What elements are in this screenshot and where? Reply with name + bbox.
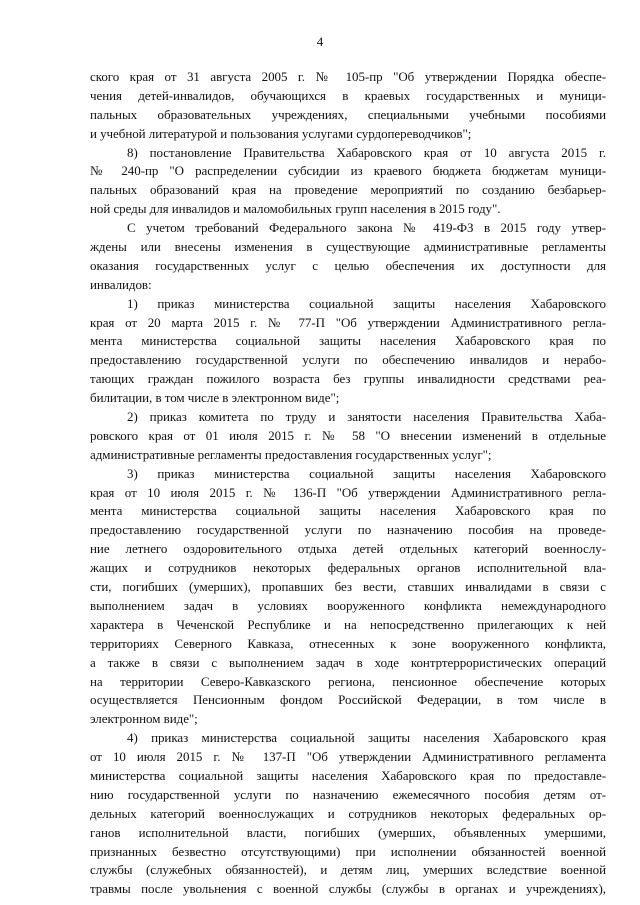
text-line: предоставлению государственной услуги по обеспечению инвалидов и нерабо- <box>90 352 606 368</box>
paragraph-first-line: 4) приказ министерства социальной защиты населения Хабаровского края <box>127 730 606 746</box>
text-line: мента министерства социальной защиты населения Хабаровского края по <box>90 333 606 349</box>
text-line: № 240-пр "О распределении субсидии из краевого бюджета бюджетам муници- <box>90 163 606 179</box>
text-line: мента министерства социальной защиты населения Хабаровского края по <box>90 503 606 519</box>
paragraph-first-line: С учетом требований Федерального закона № 419-ФЗ в 2015 году утвер- <box>127 220 606 236</box>
text-line: травмы после увольнения с военной службы (службы в органах и учреждениях), <box>90 881 606 897</box>
paragraph-first-line: 8) постановление Правительства Хабаровского края от 10 августа 2015 г. <box>127 144 606 160</box>
text-line: министерства социальной защиты населения Хабаровского края по предоставле- <box>90 767 606 783</box>
text-line: сти, погибших (умерших), пропавших без вести, ставших инвалидами в связи с <box>90 579 606 595</box>
text-line: территориях Северного Кавказа, отнесенных к зоне вооруженного конфликта, <box>90 635 606 651</box>
text-line: ровского края от 01 июля 2015 г. № 58 "О внесении изменений в отдельные <box>90 427 606 443</box>
text-line: признанных безвестно отсутствующими) при исполнении обязанностей военной <box>90 843 606 859</box>
text-line: предоставлению государственной услуги по назначению пособия на проведе- <box>90 522 606 538</box>
text-line: от 10 июля 2015 г. № 137-П "Об утверждении Административного регламента <box>90 749 606 765</box>
text-line: административные регламенты предоставления государственных услуг"; <box>90 446 492 462</box>
page-number: 4 <box>316 34 324 49</box>
text-line: пальных образований края на проведение мероприятий по созданию безбарьер- <box>90 182 606 198</box>
text-line: пальных образовательных учреждениях, специальными учебными пособиями <box>90 106 606 122</box>
text-line: оказания государственных услуг с целью обеспечения их доступности для <box>90 257 606 273</box>
text-line: чения детей-инвалидов, обучающихся в краевых государственных и муници- <box>90 87 606 103</box>
text-line: ние летнего оздоровительного отдыха детей отдельных категорий военнослу- <box>90 541 606 557</box>
text-line: края от 10 июля 2015 г. № 136-П "Об утверждении Административного регла- <box>90 484 606 500</box>
document-body <box>90 68 606 899</box>
text-line: электронном виде"; <box>90 711 198 727</box>
text-line: а также в связи с выполнением задач в ходе контртеррористических операций <box>90 654 606 670</box>
text-line: нию государственной услуги по назначению ежемесячного пособия детям от- <box>90 786 606 802</box>
text-line: ского края от 31 августа 2005 г. № 105-пр "Об утверждении Порядка обеспе- <box>90 69 606 84</box>
text-line: края от 20 марта 2015 г. № 77-П "Об утверждении Административного регла- <box>90 314 606 330</box>
text-line: ждены или внесены изменения в существующие административные регламенты <box>90 239 606 255</box>
text-line: ганов исполнительной власти, погибших (умерших, объявленных умершими, <box>90 824 606 840</box>
text-line: осуществляется Пенсионным фондом Российской Федерации, в том числе в <box>90 692 606 708</box>
text-line: дельных категорий военнослужащих и сотрудников некоторых федеральных ор- <box>90 805 606 821</box>
text-line: выполнением задач в условиях вооруженного конфликта немеждународного <box>90 597 606 613</box>
text-line: инвалидов: <box>90 276 152 292</box>
paragraph-first-line: 1) приказ министерства социальной защиты населения Хабаровского <box>127 295 606 311</box>
text-line: тающих граждан пожилого возраста без группы инвалидности средствами реа- <box>90 371 606 387</box>
text-line: службы (служебных обязанностей), и детям лиц, умерших вследствие военной <box>90 862 606 878</box>
paragraph-first-line: 2) приказ комитета по труду и занятости населения Правительства Хаба- <box>127 409 606 425</box>
text-line: жащих и сотрудников некоторых федеральных органов исполнительной вла- <box>90 560 606 576</box>
text-line: и учебной литературой и пользования услугами сурдопереводчиков"; <box>90 125 472 141</box>
text-line: характера в Чеченской Республике и на непосредственно прилегающих к ней <box>90 616 606 632</box>
text-line: на территории Северо-Кавказского региона, пенсионное обеспечение которых <box>90 673 606 689</box>
paragraph-first-line: 3) приказ министерства социальной защиты населения Хабаровского <box>127 465 606 481</box>
text-line: билитации, в том числе в электронном виде"; <box>90 390 340 406</box>
text-line: ной среды для инвалидов и маломобильных групп населения в 2015 году". <box>90 201 501 217</box>
